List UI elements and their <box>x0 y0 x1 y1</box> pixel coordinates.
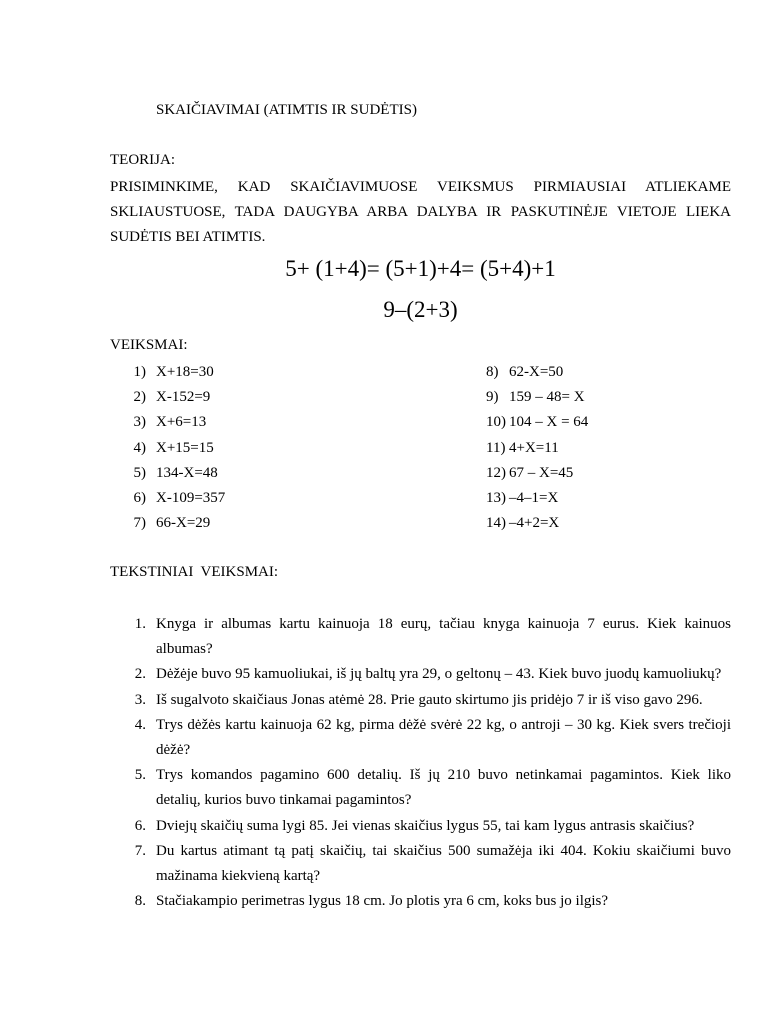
problem-text: Du kartus atimant tą patį skaičių, tai skaičius 500 sumažėja iki 404. Kokiu skaičiumi buvo mažinama kiekvieną kartą? <box>156 842 731 885</box>
problem-text: Stačiakampio perimetras lygus 18 cm. Jo plotis yra 6 cm, koks bus jo ilgis? <box>156 893 609 910</box>
list-item <box>110 688 731 713</box>
problem-text: Dviejų skaičių suma lygi 85. Jei vienas skaičius lygus 55, tai kam lygus antrasis skaičius? <box>156 817 695 834</box>
list-item <box>486 411 726 436</box>
problem-text: Iš sugalvoto skaičiaus Jonas atėmė 28. Prie gauto skirtumo jis pridėjo 7 ir iš viso gavo 296. <box>156 691 703 708</box>
item-number: 12) <box>486 464 506 481</box>
problem-number: 4. <box>134 716 146 733</box>
formula-associative: 5+ (1+4)= (5+1)+4= (5+4)+1 <box>285 256 556 281</box>
item-equation: 159 – 48= X <box>509 389 585 406</box>
list-item <box>110 512 410 537</box>
list-item <box>110 411 410 436</box>
item-number: 10) <box>486 414 506 431</box>
item-number: 8) <box>486 364 499 380</box>
list-item <box>110 487 410 512</box>
list-item <box>110 662 731 687</box>
problem-text: Knyga ir albumas kartu kainuoja 18 eurų, tačiau knyga kainuoja 7 eurus. Kiek kainuos albumas? <box>156 616 731 658</box>
item-number: 11) <box>486 439 506 456</box>
item-equation: X+15=15 <box>156 439 214 456</box>
item-equation: 66-X=29 <box>156 515 211 532</box>
text-problems-list <box>110 612 731 914</box>
list-item <box>110 612 731 662</box>
text-problems-heading: TEKSTINIAI VEIKSMAI: <box>110 564 279 580</box>
formula-brackets: 9–(2+3) <box>383 297 458 322</box>
list-item <box>486 462 726 487</box>
item-equation: 134-X=48 <box>156 464 218 481</box>
actions-list-left <box>110 361 410 537</box>
item-equation: X+18=30 <box>156 364 214 380</box>
item-number: 14) <box>486 515 506 532</box>
item-equation: 62-X=50 <box>509 364 564 380</box>
item-equation: 104 – X = 64 <box>509 414 589 431</box>
list-item <box>486 487 726 512</box>
list-item <box>486 361 726 386</box>
item-number: 6) <box>133 489 146 506</box>
item-equation: 4+X=11 <box>509 439 559 456</box>
problem-text: Dėžėje buvo 95 kamuoliukai, iš jų baltų yra 29, o geltonų – 43. Kiek buvo juodų kamuoliukų? <box>156 666 722 683</box>
problem-text: Trys komandos pagamino 600 detalių. Iš jų 210 buvo netinkamai pagamintos. Kiek liko detalių, kurios buvo tinkamai pagamintos? <box>156 767 731 809</box>
problem-number: 6. <box>134 817 146 834</box>
item-number: 3) <box>133 414 146 431</box>
item-equation: X+6=13 <box>156 414 207 431</box>
item-equation: –4–1=X <box>509 489 559 506</box>
theory-text: PRISIMINKIME, KAD SKAIČIAVIMUOSE VEIKSMUS PIRMIAUSIAI ATLIEKAME SKLIAUSTUOSE, TADA DAUGYBA ARBA DALYBA IR PASKUTINĖJE VIETOJE LIEKA SUDĖTIS BEI ATIMTIS. <box>110 179 731 245</box>
list-item <box>110 713 731 763</box>
page-title: SKAIČIAVIMAI (ATIMTIS IR SUDĖTIS) <box>156 102 417 118</box>
item-number: 2) <box>133 389 146 406</box>
actions-list-right <box>486 361 726 537</box>
list-item <box>110 386 410 411</box>
actions-heading: VEIKSMAI: <box>110 337 188 353</box>
list-item <box>110 839 731 889</box>
list-item <box>110 361 410 386</box>
item-number: 13) <box>486 489 506 506</box>
item-number: 7) <box>133 515 146 532</box>
list-item <box>486 437 726 462</box>
list-item <box>486 386 726 411</box>
item-equation: –4+2=X <box>509 515 560 532</box>
list-item <box>110 889 731 914</box>
list-item <box>110 814 731 839</box>
problem-number: 5. <box>134 767 146 784</box>
problem-number: 7. <box>134 842 146 859</box>
item-number: 1) <box>133 364 146 380</box>
item-number: 9) <box>486 389 499 406</box>
problem-number: 2. <box>134 666 146 683</box>
item-number: 5) <box>133 464 146 481</box>
item-equation: 67 – X=45 <box>509 464 574 481</box>
theory-heading: TEORIJA: <box>110 152 175 168</box>
problem-number: 8. <box>134 893 146 910</box>
item-equation: X-109=357 <box>156 489 226 506</box>
problem-number: 3. <box>134 691 146 708</box>
item-number: 4) <box>133 439 146 456</box>
list-item <box>486 512 726 537</box>
problem-text: Trys dėžės kartu kainuoja 62 kg, pirma dėžė svėrė 22 kg, o antroji – 30 kg. Kiek svers trečioji dėžė? <box>156 716 731 759</box>
list-item <box>110 763 731 813</box>
list-item <box>110 437 410 462</box>
problem-number: 1. <box>134 616 146 632</box>
list-item <box>110 462 410 487</box>
item-equation: X-152=9 <box>156 389 211 406</box>
